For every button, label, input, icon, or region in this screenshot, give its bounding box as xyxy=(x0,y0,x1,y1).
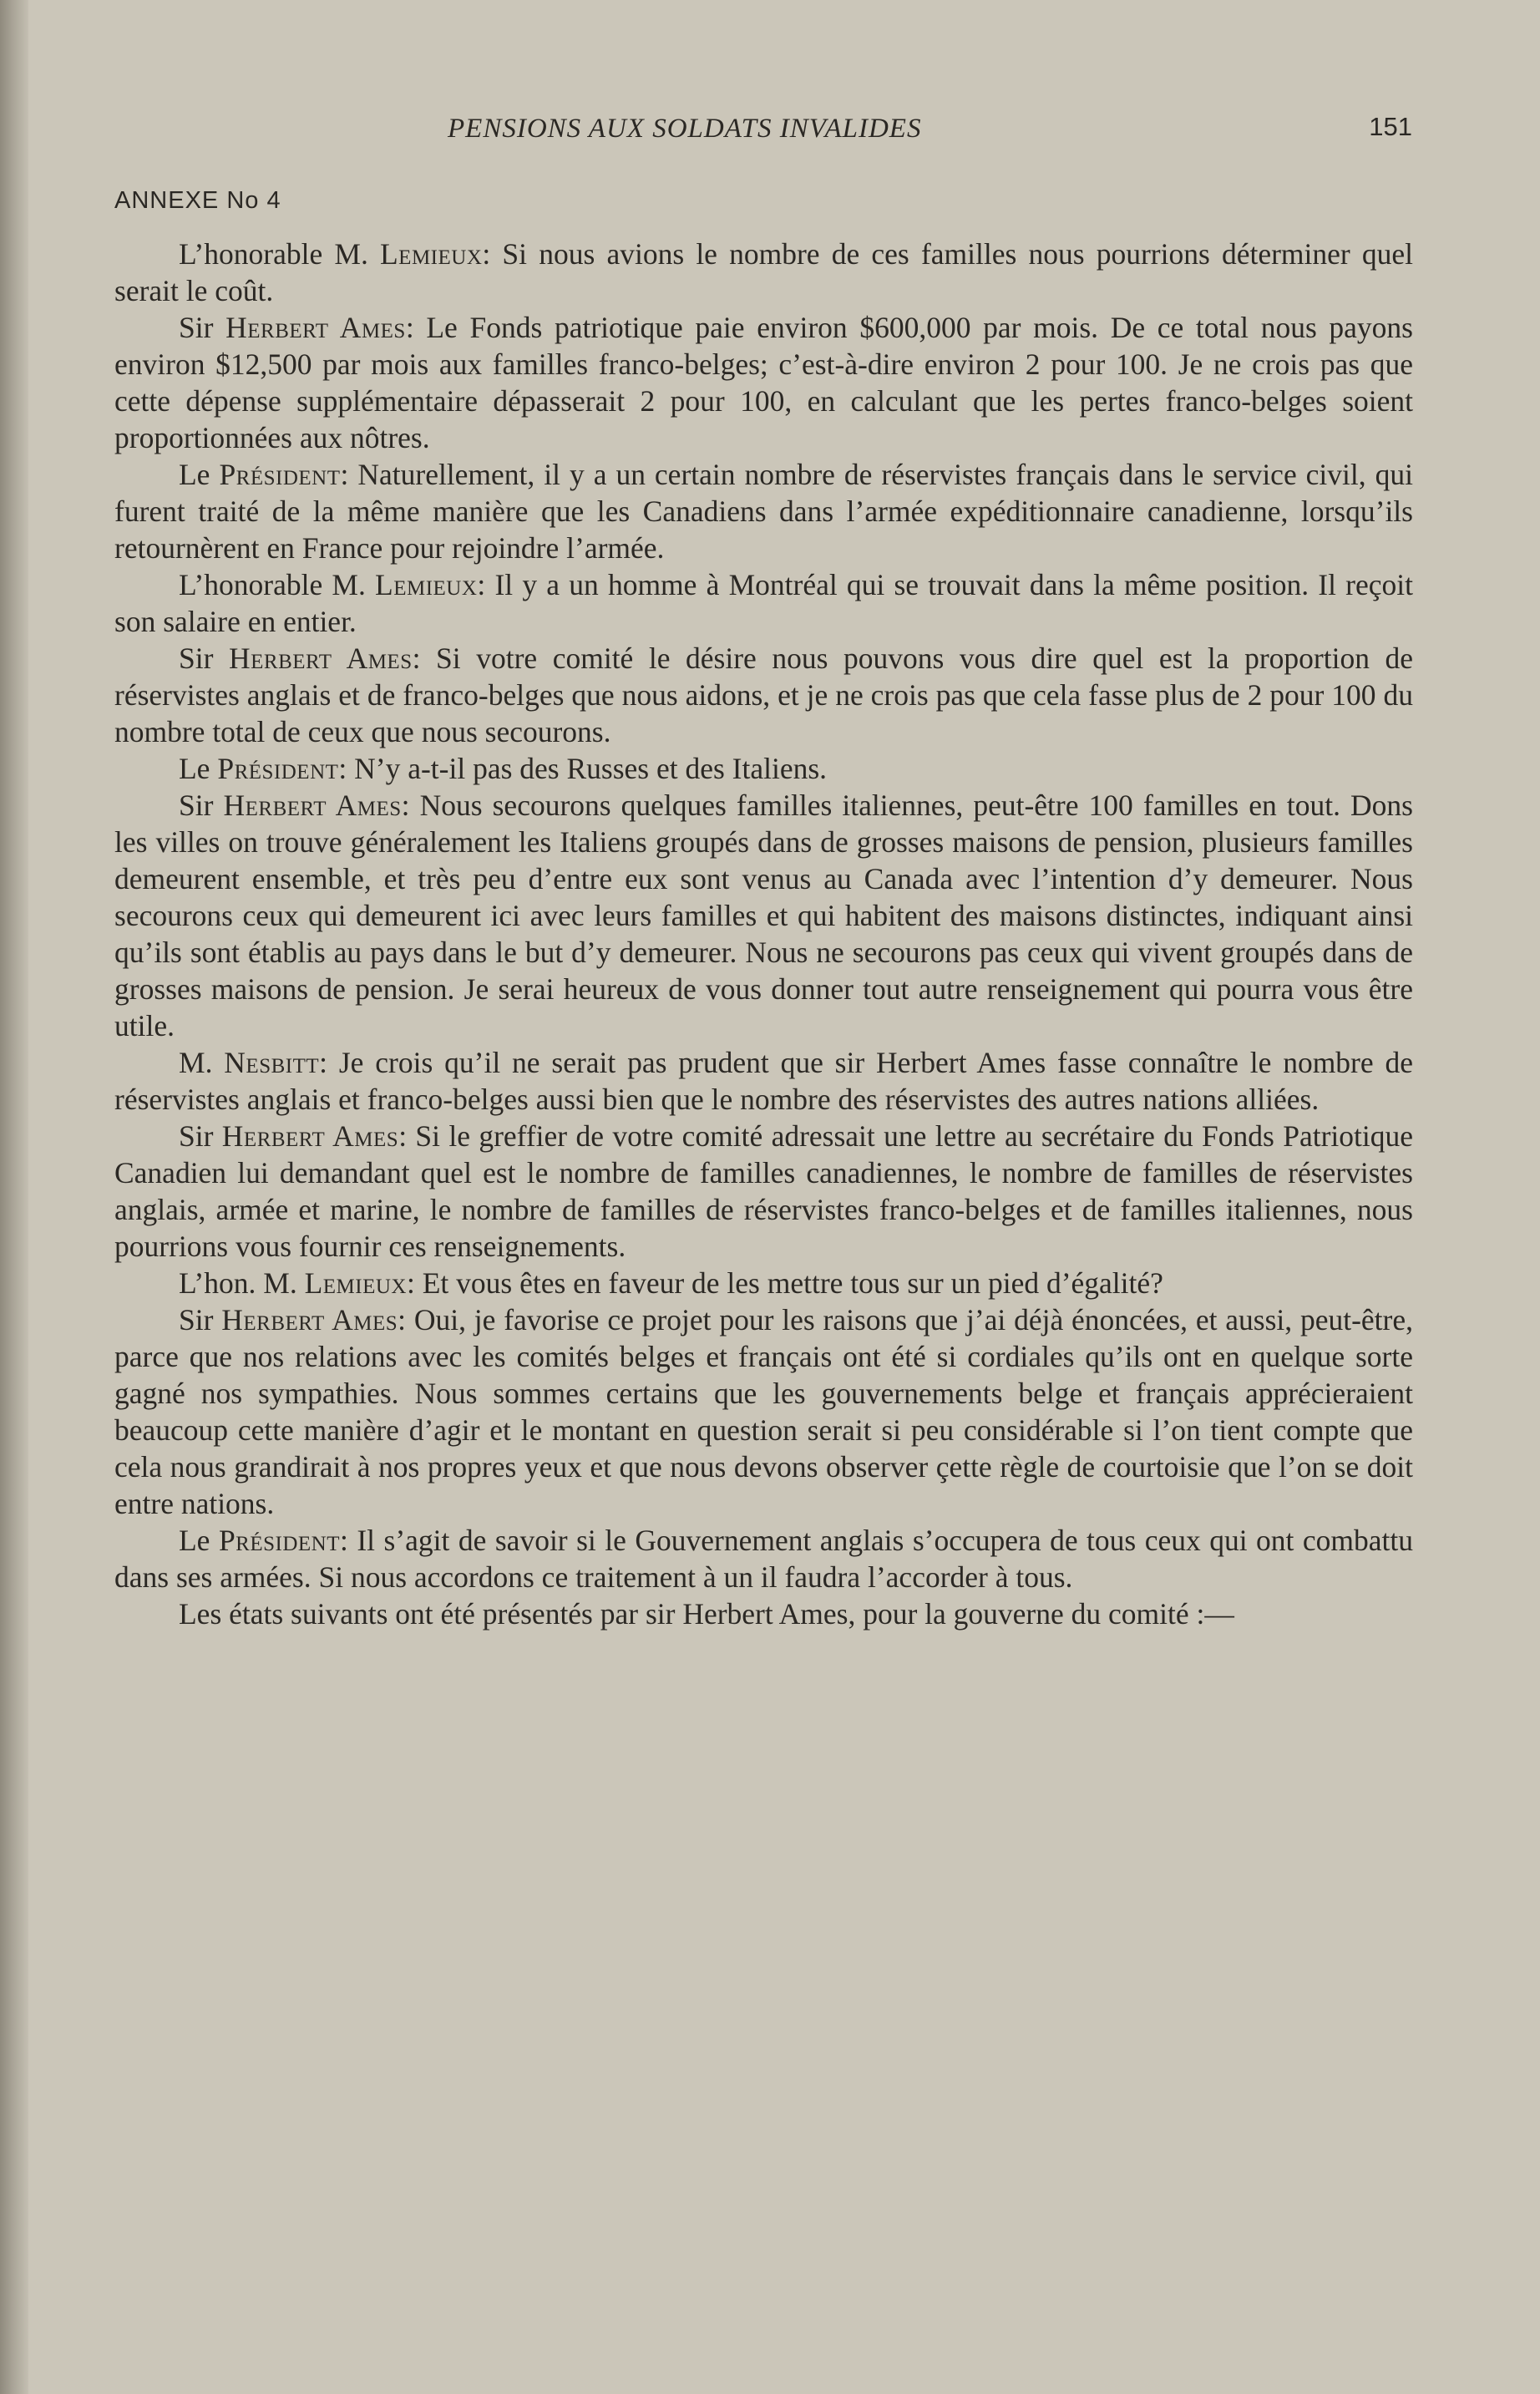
paragraph-text: : N’y a-t-il pas des Russes et des Italiens. xyxy=(338,752,828,785)
speaker-name: Lemieux xyxy=(304,1266,407,1300)
paragraph xyxy=(114,456,1413,566)
speaker-name: Président xyxy=(219,458,341,491)
speaker-title: L’hon. M. xyxy=(179,1266,305,1300)
paragraph-text: : Et vous êtes en faveur de les mettre tous sur un pied d’égalité? xyxy=(406,1266,1163,1300)
paragraph-text: : Il s’agit de savoir si le Gouvernement anglais s’occupera de tous ceux qui ont combattu dans ses armées. Si nous accordons ce traitement à un il faudra l’accorder à tous. xyxy=(114,1524,1414,1594)
speaker-name: Herbert Ames xyxy=(221,1119,399,1153)
speaker-title: Sir xyxy=(179,311,226,344)
page-header xyxy=(114,114,1412,155)
paragraph-text: Les états suivants ont été présentés par sir Herbert Ames, pour la gouverne du comité :— xyxy=(179,1597,1234,1631)
paragraph-text: : Si nous avions le nombre de ces familles nous pourrions déterminer quel serait le coût. xyxy=(114,237,1413,307)
speaker-title: Sir xyxy=(179,642,229,675)
paragraph-text: : Oui, je favorise ce projet pour les raisons que j’ai déjà énoncées, et aussi, peut-être, parce que nos relations avec les comités belges et français ont été si cordiales qu’ils ont en quelque sorte gagné nos sympathies. Nous sommes certains que les gouvernements belge et français apprécieraient beaucoup cette manière d’agir et le montant en question serait si peu considérable si l’on tient compte que cela nous grandirait à nos propres yeux et que nous devons observer çette règle de courtoisie que l’on se doit entre nations. xyxy=(114,1303,1413,1520)
speaker-title: Sir xyxy=(179,789,224,822)
speaker-title: Le xyxy=(179,752,218,785)
paragraph xyxy=(114,1118,1413,1265)
speaker-title: Le xyxy=(179,458,220,491)
speaker-name: Président xyxy=(218,1524,341,1557)
speaker-name: Herbert Ames xyxy=(223,789,402,822)
paragraph-text: : Je crois qu’il ne serait pas prudent que sir Herbert Ames fasse connaître le nombre de réservistes anglais et franco-belges aussi bien que le nombre des réservistes des autres nations alliées. xyxy=(114,1046,1413,1116)
speaker-title: Le xyxy=(179,1524,219,1557)
paragraph xyxy=(114,787,1413,1044)
paragraph-text: : Il y a un homme à Montréal qui se trouvait dans la même position. Il reçoit son salaire en entier. xyxy=(114,568,1413,638)
paragraph xyxy=(114,1522,1413,1595)
speaker-title: L’honorable M. xyxy=(179,568,376,601)
paragraph xyxy=(114,640,1413,750)
paragraph xyxy=(114,1265,1413,1301)
paragraph xyxy=(114,1301,1413,1522)
speaker-name: Lemieux xyxy=(380,237,483,271)
paragraph xyxy=(114,750,1413,787)
speaker-name: Lemieux xyxy=(375,568,478,601)
speaker-name: Nesbitt xyxy=(224,1046,320,1079)
paragraph xyxy=(114,566,1413,640)
running-title: PENSIONS AUX SOLDATS INVALIDES xyxy=(448,114,922,144)
speaker-name: Président xyxy=(217,752,339,785)
paragraph xyxy=(114,236,1413,309)
page-binding-edge xyxy=(0,0,28,2394)
speaker-name: Herbert Ames xyxy=(225,311,406,344)
body-text xyxy=(114,236,1413,1632)
paragraph-text: : Le Fonds patriotique paie environ $600,000 par mois. De ce total nous payons environ $12,500 par mois aux familles franco-belges; c’est-à-dire environ 2 pour 100. Je ne crois pas que cette dépense supplémentaire dépasserait 2 pour 100, en calculant que les pertes franco-belges soient proportionnées aux nôtres. xyxy=(114,311,1414,454)
speaker-name: Herbert Ames xyxy=(221,1303,398,1336)
paragraph xyxy=(114,309,1413,456)
paragraph xyxy=(114,1044,1413,1118)
speaker-name: Herbert Ames xyxy=(229,642,413,675)
paragraph-text: : Si votre comité le désire nous pouvons vous dire quel est la proportion de réservistes anglais et de franco-belges que nous aidons, et je ne crois pas que cela fasse plus de 2 pour 100 du nombre total de ceux que nous secourons. xyxy=(114,642,1414,748)
paragraph-text: : Naturellement, il y a un certain nombre de réservistes français dans le service civil, qui furent traité de la même manière que les Canadiens dans l’armée expéditionnaire canadienne, lorsqu’ils retournèrent en France pour rejoindre l’armée. xyxy=(114,458,1413,565)
paragraph-text: : Si le greffier de votre comité adressait une lettre au secrétaire du Fonds Patriotique Canadien lui demandant quel est le nombre de familles canadiennes, le nombre de familles de réservistes anglais, armée et marine, le nombre de familles de réservistes franco-belges et de familles italiennes, nous pourrions vous fournir ces renseignements. xyxy=(114,1119,1413,1263)
paragraph-text: : Nous secourons quelques familles italiennes, peut-être 100 familles en tout. Dons les villes on trouve généralement les Italiens groupés dans de grosses maisons de pension, plusieurs familles demeurent ensemble, et très peu d’entre eux sont venus au Canada avec l’intention d’y demeurer. Nous secourons ceux qui demeurent ici avec leurs familles et qui habitent des maisons distinctes, indiquant ainsi qu’ils sont établis au pays dans le but d’y demeurer. Nous ne secourons pas ceux qui vivent groupés dans de grosses maisons de pension. Je serai heureux de vous donner tout autre renseignement qui pourra vous être utile. xyxy=(114,789,1414,1042)
annex-label: ANNEXE No 4 xyxy=(114,187,281,214)
paragraph xyxy=(114,1595,1413,1632)
page-number: 151 xyxy=(1369,112,1412,141)
speaker-title: Sir xyxy=(179,1119,222,1153)
speaker-title: L’honorable M. xyxy=(179,237,380,271)
speaker-title: M. xyxy=(179,1046,225,1079)
speaker-title: Sir xyxy=(179,1303,222,1336)
